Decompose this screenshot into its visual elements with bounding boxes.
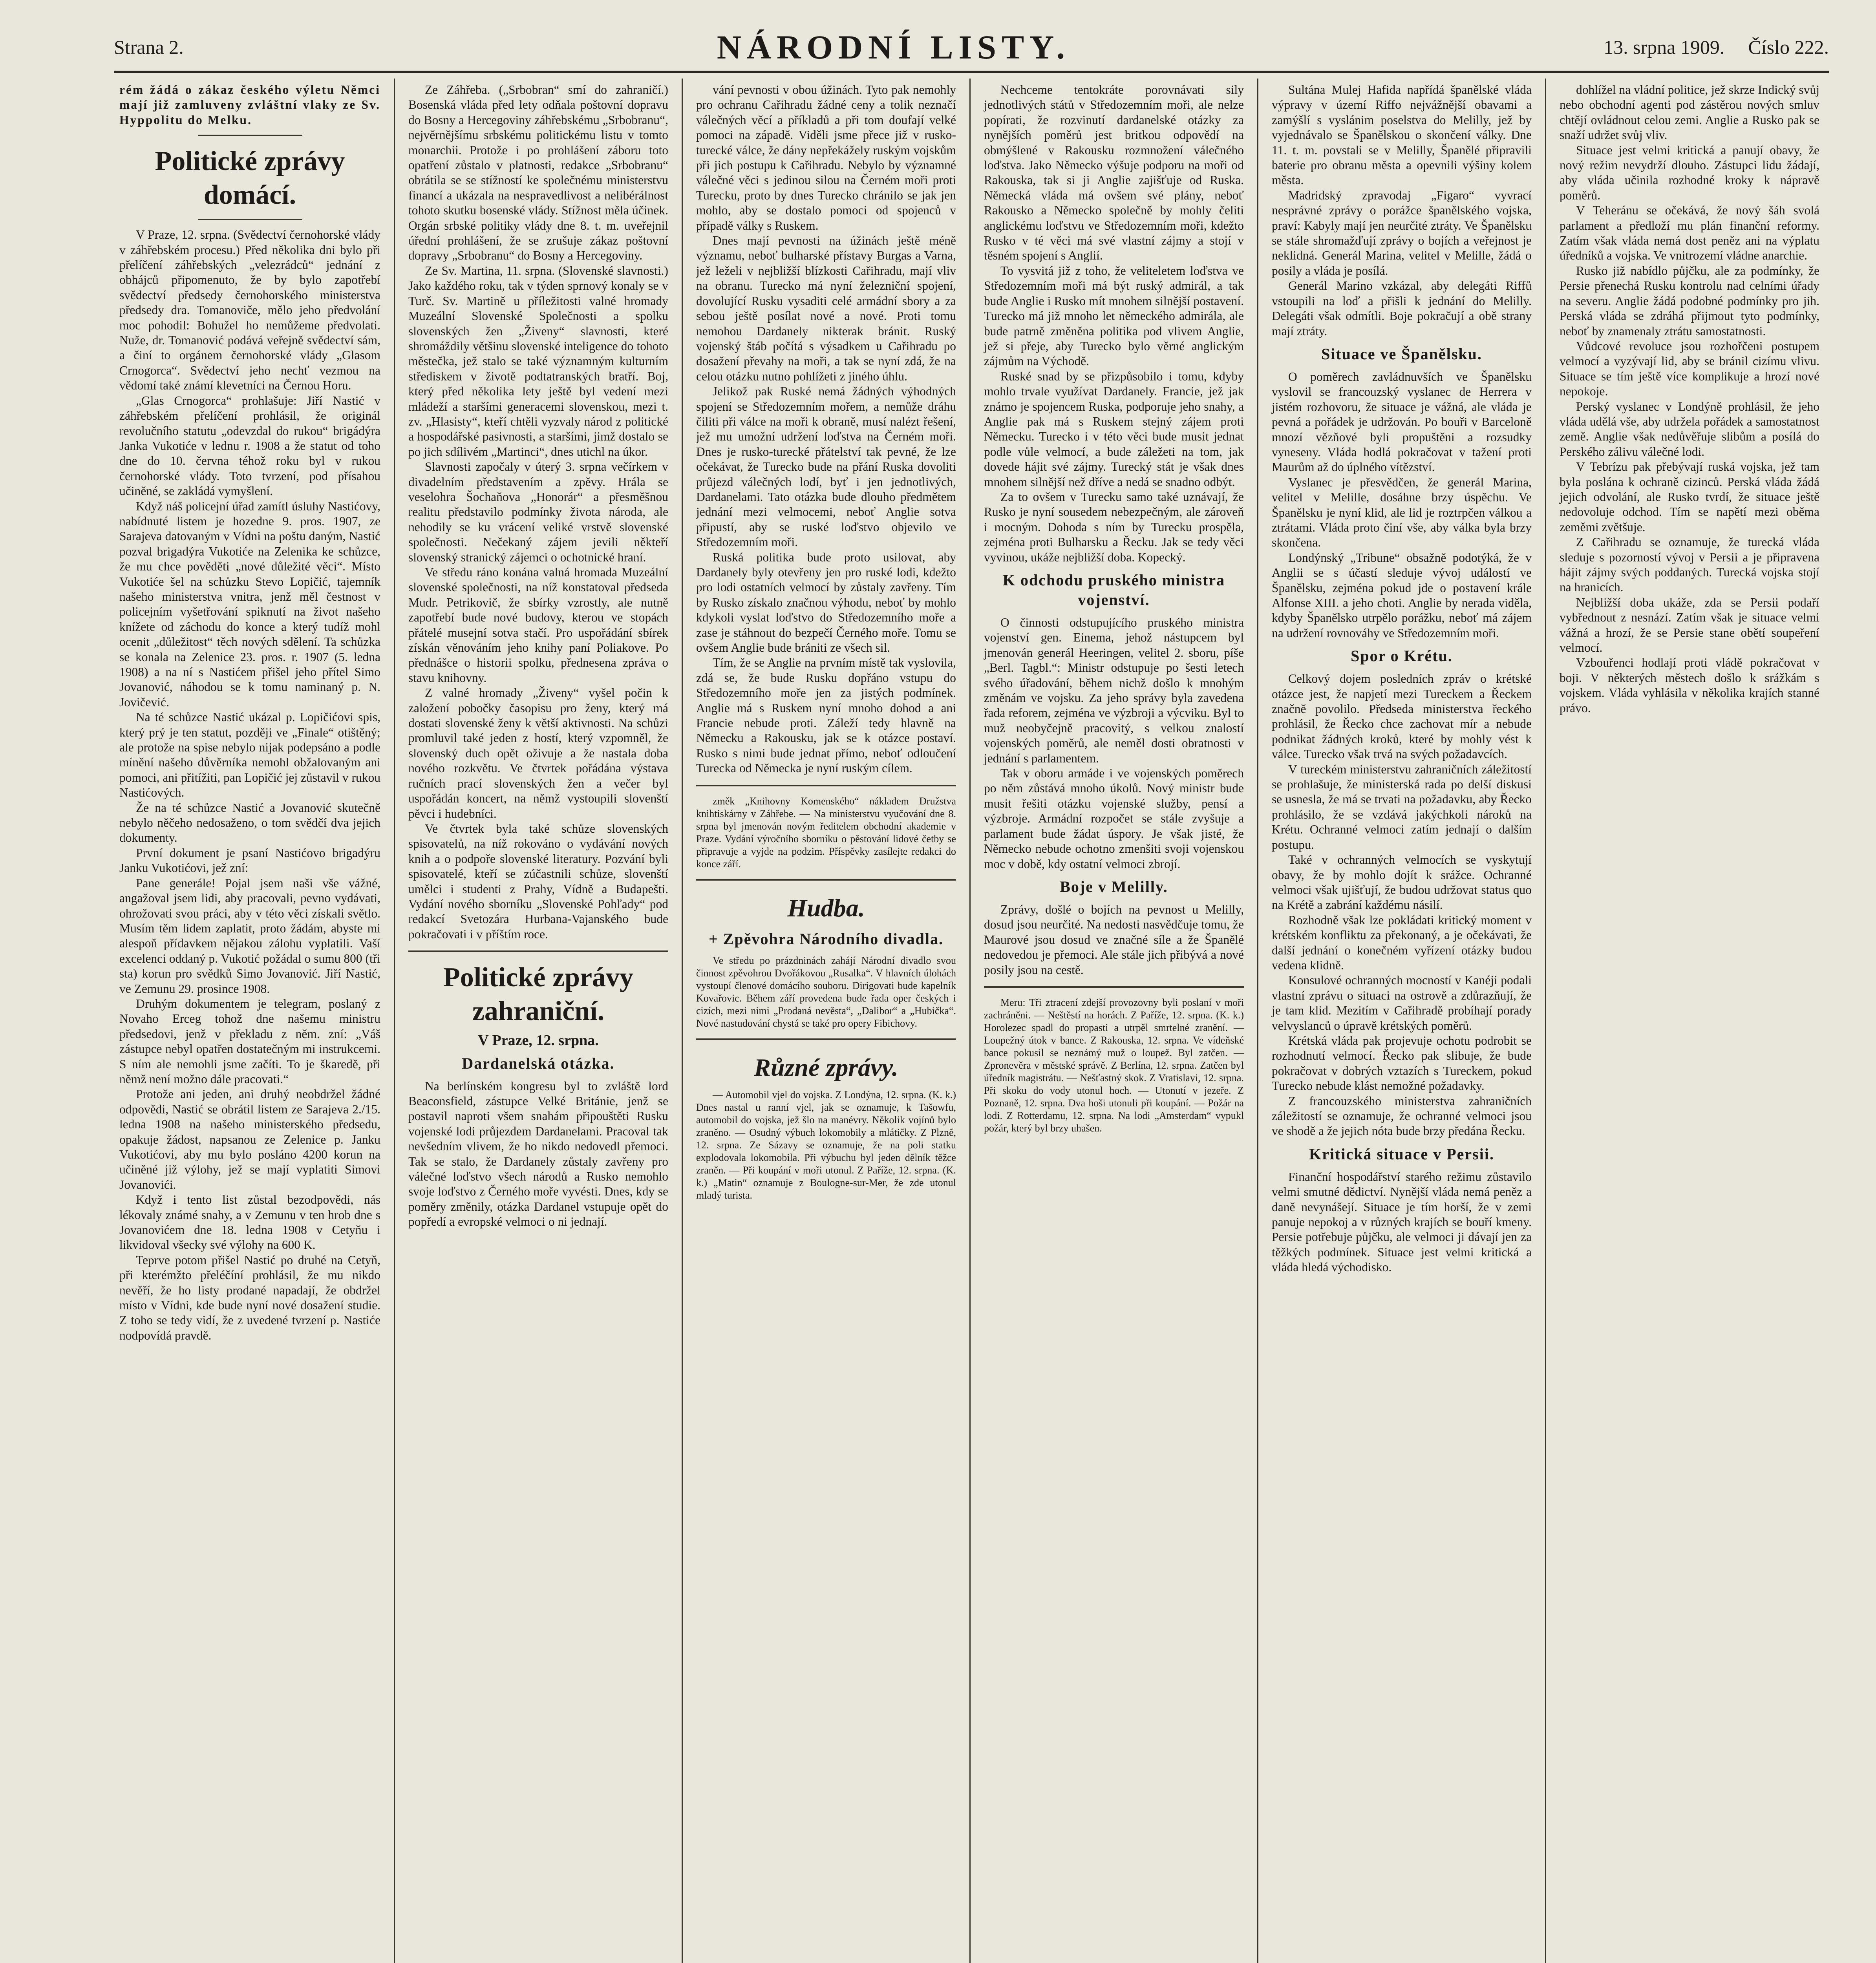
article-paragraph: „Glas Crnogorca“ prohlašuje: Jiří Nastić v záhřebském přelíčení prohlásil, že originál revolučního statutu „odevzdal do rukou“ brigádýra Janka Vukotiće v lednu r. 1908 a že statut od toho dne do 10. června téhož roku byl v rukou černohorské vlády. Toto tvrzení, pod přísahou učiněné, se zakládá vymyšlení. xyxy=(119,393,380,498)
divider xyxy=(696,1038,956,1040)
issue-date: 13. srpna 1909. xyxy=(1604,36,1725,58)
column-grid xyxy=(106,79,1833,1963)
divider xyxy=(696,879,956,881)
article-paragraph: Z Cařihradu se oznamuje, že turecká vláda sleduje s pozorností vývoj v Persii a je připravena hájit zájmy svých poddaných. Turecká vojska stojí na hranicích. xyxy=(1560,535,1819,594)
article-paragraph: — Automobil vjel do vojska. Z Londýna, 12. srpna. (K. k.) Dnes nastal u ranní vjel, jak se oznamuje, k Tašowfu, automobil do vojska, jež šlo na manévry. Několik vojínů bylo zraněno. — Osudný výbuch lokomobily a mlátičky. Z Plzně, 12. srpna. Ze Sázavy se oznamuje, že na poli statku explodovala lokomobila. Při výbuchu byl jeden dělník těžce zraněn. — Při koupání v moři utonul. Z Paříže, 12. srpna. (K. k.) „Matin“ oznamuje z Boulogne-sur-Mer, že zde utonul mladý turista. xyxy=(696,1089,956,1201)
article-paragraph: dohlížel na vládní politice, jež skrze Indický svůj nebo obchodní agenti pod zástěrou nových smluv chtějí ovládnout celou zemi. Anglie a Rusko pak se snaží udržet svůj vliv. xyxy=(1560,83,1819,142)
article-subheading: Boje v Melilly. xyxy=(1060,877,1168,896)
article-paragraph: Madridský zpravodaj „Figaro“ vyvrací nesprávné zprávy o porážce španělského vojska, praví: Kabyly mají jen neurčité ztráty. Ve Španělsku se stále shromažďují zprávy o bojích a veřejnost je neklidná. Generál Marina, velitel v Melille, žádá o posily a vláda je posílá. xyxy=(1272,188,1532,278)
article-subheading: Kritická situace v Persii. xyxy=(1309,1145,1494,1163)
divider xyxy=(198,219,302,220)
article-paragraph: Situace jest velmi kritická a panují obavy, že nový režim nevydrží dlouho. Zástupci lidu žádají, aby vláda učinila rozhodné kroky k nápravě poměrů. xyxy=(1560,143,1819,202)
article-paragraph: Když i tento list zůstal bezodpovědi, nás lékovaly známé snahy, a v Zemunu v ten hrob dne s Jovanovićem dne 18. ledna 1908 v Cetyňu i likvidoval všecky své výlohy na 600 K. xyxy=(119,1193,380,1252)
divider xyxy=(696,785,956,786)
article-paragraph: O poměrech zavládnuvších ve Španělsku vyslovil se francouzský vyslanec de Herrera v jistém rozhovoru, že situace je vážná, ale vláda je pevná a pořádek je udržován. Po bouři v Barceloně mnozí vězňové byli propuštěni a rozsudky vyneseny. Vláda hodlá pokračovat v tažení proti Maurům až do úplného vítězství. xyxy=(1272,369,1532,474)
page-number: Strana 2. xyxy=(114,36,184,58)
article-paragraph: Konsulové ochranných mocností v Kanéji podali vlastní zprávu o situaci na ostrově a zdůrazňují, že je tam klid. Mezitím v Cařihradě probíhají porady velvyslanců o úpravě krétských poměrů. xyxy=(1272,973,1532,1033)
article-paragraph: Protože ani jeden, ani druhý neobdržel žádné odpovědi, Nastić se obrátil listem ze Sarajeva 2./15. ledna 1908 na našeho ministerského předsedu, opakuje žádost, napsanou ze Zelenice p. Janku Vukotićovi, aby mu bylo posláno 4200 korun na učiněné již výlohy, jež se mají vyplatiti Simovi Jovanovići. xyxy=(119,1087,380,1192)
column-5 xyxy=(1257,79,1545,1963)
article-subheading: Dardanelská otázka. xyxy=(462,1054,615,1072)
article-paragraph: Finanční hospodářství starého režimu zůstavilo velmi smutné dědictví. Nynější vláda nemá peněz a daně nevynášejí. Situace je tím horší, že v zemi panuje nepokoj a v různých krajích se bouří kmeny. Persie potřebuje půjčku, ale velmoci ji dávají jen za těžkých podmínek. Situace jest velmi kritická a vláda hledá východisko. xyxy=(1272,1170,1532,1274)
article-paragraph: Když náš policejní úřad zamítl úsluhy Nastićovy, nabídnuté listem je hozedne 9. pros. 1907, ze Sarajeva datovaným v Vídni na poštu daným, Nastić pozval brigadýra Vukotiće na Zelenika ke schůzce, že mu chce pověděti „nové důležité věci“. Místo Vukotiće šel na schůzku Stevo Lopičić, tajemník našeho ministerstva vnitra, jenž měl čestnost v policejním vyšetřování spiknutí na život našeho knížete od záchodu do konce a který tudíž mohl ocenit „důležitost“ těch nových sdělení. Ta schůzka se konala na Zelenice 23. pros. r. 1907 (5. ledna 1908) a na ní s Nastićem přišel jeho přítel Simo Jovanović, náhodou se k tomu naminaný p. N. Jovičević. xyxy=(119,499,380,709)
article-subheading: Spor o Krétu. xyxy=(1351,647,1453,665)
article-paragraph: Londýnský „Tribune“ obsažně podotýká, že v Anglii se s účastí sleduje vývoj událostí ve Španělsku, zejména pokud jde o postavení krále Alfonse XIII. a jeho choti. Anglie by nerada viděla, kdyby Španělsko utrpělo porážku, neboť má zájem na udržení rovnováhy ve Středozemním moři. xyxy=(1272,550,1532,640)
article-paragraph: Také v ochranných velmocích se vyskytují obavy, že by mohlo dojít k srážce. Ochranné velmoci však ujišťují, že budou udržovat status quo na Krétě a zabrání každému násilí. xyxy=(1272,853,1532,912)
article-paragraph: Ze Sv. Martina, 11. srpna. (Slovenské slavnosti.) Jako každého roku, tak v týden sprnový konaly se v Turč. Sv. Martině u příležitosti valné hromady Muzeální Slovenské Společnosti a spolku slovenských žen „Živeny“ slavnosti, které shromáždily většinu slovenské inteligence do tohoto městečka, jež stalo se také významným kulturním střediskem v životě podtatranských bratří. Boj, který před několika lety ještě byl vedení mezi mládeží a staršími generacemi slovenskou, mezi t. zv. „Hlasisty“, kteří chtěli vyzvaly národ z politické a hospodářské pasivnosti, a staršími, jimž dostalo se po jich sdílivém „Martinci“, dnes utichl na úkor. xyxy=(408,263,668,459)
article-paragraph: Ruská politika bude proto usilovat, aby Dardanely byly otevřeny jen pro ruské lodi, kdežto pro lodi ostatních velmocí by zůstaly zavřeny. Tím by Rusko získalo značnou výhodu, neboť by mohlo kdykoli vyslat loďstvo do Středozemního moře a zase je stáhnout do bezpečí Černého moře. Tomu se ovšem Anglie bude brániti ze všech sil. xyxy=(696,550,956,655)
article-paragraph: Vůdcové revoluce jsou rozhořčeni postupem velmocí a vyzývají lid, aby se bránil cizímu vlivu. Situace se tím ještě více komplikuje a hrozí nové nepokoje. xyxy=(1560,339,1819,398)
article-paragraph: Jelikož pak Ruské nemá žádných výhodných spojení se Středozemním mořem, a nemůže dráhu čiliti při válce na moři k obraně, musí nalézt řešení, jež mu umožní udržení loďstva na Černém moři. Dnes je rusko-turecké přátelství tak pevné, že lze očekávat, že Turecko bude na přání Ruska dovoliti průjezd válečných lodí, byť i jen jednotlivých, Dardanelami. Tato otázka bude dlouho předmětem jednání mezi velmocemi, neboť Anglie sotva připustí, aby se ruské loďstvo objevilo ve Středozemním moři. xyxy=(696,384,956,549)
article-paragraph: V Tebrízu pak přebývají ruská vojska, jež tam byla poslána k ochraně cizinců. Perská vláda žádá jejich odvolání, ale Rusko tvrdí, že situace ještě nedovoluje odchod. Tím se napětí mezi oběma zeměmi zvětšuje. xyxy=(1560,460,1819,534)
section-headline-domestic: Politické zprávy domácí. xyxy=(155,146,345,210)
article-paragraph: Rozhodně však lze pokládati kritický moment v krétském konfliktu za překonaný, a je očekávati, že další jednání o konečném vyřízení otázky budou vedena klidně. xyxy=(1272,913,1532,972)
article-subheading: K odchodu pruského ministra vojenství. xyxy=(1002,571,1225,609)
article-paragraph: Ve čtvrtek byla také schůze slovenských spisovatelů, na níž rokováno o vydávání nových knih a o podpoře slovenské literatury. Pozvání byli spisovatelé, kteří se zúčastnili schůze, slovenští umělci i studenti z Prahy, Vídně a Budapešti. Vydání nového sborníku „Slovenské Pohľady“ pod redakcí Svetozára Hurbana-Vajanského bude pokračovati i v příštím roce. xyxy=(408,821,668,941)
column-4 xyxy=(969,79,1257,1963)
article-paragraph: Vzbouřenci hodlají proti vládě pokračovat v boji. V některých městech došlo k srážkám s vojskem. Vláda vyhlásila v několika krajích stanné právo. xyxy=(1560,656,1819,715)
article-paragraph: Na té schůzce Nastić ukázal p. Lopičićovi spis, který prý je ten statut, později ve „Finale“ otištěný; ale protože na spise nebylo nijak podepsáno a podle mínění našeho důvěrníka nemohl obžalovaným ani pomoci, ani přitížiti, pan Lopičić jej zůstavil v rukou Nastićových. xyxy=(119,710,380,800)
section-headline-foreign: Politické zprávy zahraniční. xyxy=(443,962,634,1027)
article-paragraph: Nechceme tentokráte porovnávati sily jednotlivých států v Středozemním moři, ale nelze popírati, že rozvinutí dardanelské otázky za nynějších poměrů jest britkou odpovědí na obmýšlené v Rakousku rozmnožení válečného loďstva. Jako Německo výšuje podporu na moři od Rakouska, tak si ji Anglie zajišťuje od Ruska. Německá vláda má ovšem své plány, neboť Rakousko a Německo společně by mohly čeliti anglickému loďstvu ve Středozemním moři, kdežto Rusko v té věci má své vlastní zájmy a stojí v těsném spojení s Anglií. xyxy=(984,83,1244,263)
article-paragraph: Z francouzského ministerstva zahraničních záležitostí se oznamuje, že ochranné velmoci jsou ve shodě a že jejich nóta bude brzy předána Řecku. xyxy=(1272,1094,1532,1138)
article-subheading: + Zpěvohra Národního divadla. xyxy=(709,930,943,948)
article-paragraph: Pane generále! Pojal jsem naši vše vážné, angažoval jsem lidi, aby pracovali, pevno vydávati, ohrožovati svou práci, aby v této věci získali světlo. Musím těm lidem zaplatit, proto žádám, abyste mi alespoň přídavkem nějakou zálohu vyplatili. Vaší excelenci oddaný p. Vukotić požádal o sumu 800 (tři sta) korun pro svědků Simo Jovanović. Jiří Nastić, ve Zemunu 29. prosince 1908. xyxy=(119,876,380,996)
article-paragraph: Meru: Tři ztracení zdejší provozovny byli poslaní v moři zachráněni. — Neštěstí na horách. Z Paříže, 12. srpna. (K. k.) Horolezec spadl do propasti a utrpěl smrtelné zranění. — Loupežný útok v bance. Z Rakouska, 12. srpna. Ve vídeňské bance pokusil se neznámý muž o loupež. Byl zatčen. — Zpronevěra v městské správě. Z Berlína, 12. srpna. Zatčen byl úředník magistrátu. — Nešťastný skok. Z Vratislavi, 12. srpna. Při skoku do vody utonul hoch. — Utonutí v jezeře. Z Poznaně, 12. srpna. Dva hoši utonuli při koupání. — Požár na lodi. Z Rotterdamu, 12. srpna. Na lodi „Amsterdam“ vypukl požár, který byl brzy uhašen. xyxy=(984,996,1244,1134)
column-3 xyxy=(682,79,969,1963)
article-paragraph: Krétská vláda pak projevuje ochotu podrobit se rozhodnutí velmocí. Řecko pak slibuje, že bude pokračovat v dobrých vztazích s Tureckem, pokud Turecko nebude klást nemožné požadavky. xyxy=(1272,1033,1532,1093)
article-paragraph: Dnes mají pevnosti na úžinách ještě méně významu, neboť bulharské přístavy Burgas a Varna, jež leželi v nejbližší blízkosti Cařihradu, mají vliv na obranu. Turecko má nyní železniční spojení, dovolující Rusku vysaditi celé armádní sbory a za sebou ještě posílat nové a nové. Proti tomu nemohou Dardanely nikterak bránit. Ruský vojenský štáb počítá s výsadkem u Cařihradu po dosažení převahy na moři, a tak se nyní zdá, že na celou otázku nutno pohlížeti z jiného úhlu. xyxy=(696,234,956,383)
article-paragraph: Vyslanec je přesvědčen, že generál Marina, velitel v Melille, dosáhne brzy úspěchu. Ve Španělsku je nyní klid, ale lid je roztrpčen válkou a ztrátami. Vláda proto činí vše, aby válka byla brzy skončena. xyxy=(1272,475,1532,550)
column-6 xyxy=(1545,79,1833,1963)
article-paragraph: V Teheránu se očekává, že nový šáh svolá parlament a předloží mu plán finanční reformy. Zatím však vláda nemá dost peněz ani na výplatu úředníků a vojska. Ve vnitrozemí vládne anarchie. xyxy=(1560,203,1819,263)
article-subheading: Situace ve Španělsku. xyxy=(1321,345,1482,363)
article-paragraph: Že na té schůzce Nastić a Jovanović skutečně nebylo něčeho nedosaženo, o tom svědčí dva jejich dokumenty. xyxy=(119,801,380,845)
page-header xyxy=(114,24,1829,73)
article-paragraph: Za to ovšem v Turecku samo také uznávají, že Rusko je nyní sousedem nebezpečným, ale zároveň i mocným. Dohoda s ním by Turecku prospěla, zejména proti Bulharsku a Řecku. Jak se tedy věci vyvinou, ukáže nejbližší doba. Kopecký. xyxy=(984,490,1244,564)
article-paragraph: Rusko již nabídlo půjčku, ale za podmínky, že Persie přenechá Rusku kontrolu nad celními úřady na severu. Anglie žádá podobné podmínky pro jih. Perská vláda se zdráhá přijmout tyto podmínky, neboť by znamenaly ztrátu samostatnosti. xyxy=(1560,263,1819,338)
article-paragraph: Perský vyslanec v Londýně prohlásil, že jeho vláda udělá vše, aby udržela pořádek a samostatnost země. Anglie však nedůvěřuje slibům a posílá do Perského zálivu válečné lodi. xyxy=(1560,399,1819,459)
dateline: V Praze, 12. srpna. xyxy=(478,1032,599,1049)
article-paragraph: O činnosti odstupujícího pruského ministra vojenství gen. Einema, jehož nástupcem byl jmenován generál Heeringen, velitel 2. sboru, píše „Berl. Tagbl.“: Ministr odstupuje po šesti letech svého úřadování, během nichž došlo k mnohým změnám ve vojsku. Za jeho správy byla zavedena řada reforem, zejména ve výzbroji a výcviku. Byl to muž neobyčejně pracovitý, s velkou znalostí vojenských poměrů, ale neměl dosti obratnosti v jednání s parlamentem. xyxy=(984,616,1244,765)
article-paragraph: Ruské snad by se přizpůsobilo i tomu, kdyby mohlo trvale využívat Dardanely. Francie, jež jak známo je spojencem Ruska, podporuje jeho snahy, a Anglie pak má s Ruskem stejný zájem proti Německu. Turecko i v této věci bude musit jednat podle vůle velmocí, a bude záležeti na tom, jak dovede hájit své zájmy. Turecký stát je však dnes mnohem silnější než dříve a nedá se snadno odbýt. xyxy=(984,369,1244,489)
issue-number: Číslo 222. xyxy=(1748,36,1829,58)
article-paragraph: Ve středu po prázdninách zahájí Národní divadlo svou činnost zpěvohrou Dvořákovou „Rusalka“. V hlavních úlohách vystoupí členové domácího souboru. Dirigovati bude kapelník Kovařovic. Během září provedena bude řada oper českých i cizích, mezi nimi „Prodaná nevěsta“, „Dalibor“ a „Hubička“. Nové nastudování chystá se také pro opery Fibichovy. xyxy=(696,954,956,1029)
article-paragraph: Celkový dojem posledních zpráv o krétské otázce jest, že napjetí mezi Tureckem a Řeckem značně povolilo. Předseda ministerstva řeckého prohlásil, že Řecko chce zachovat mír a nebude podnikat žádných kroků, které by mohly vést k válce. Turecko však trvá na svých požadavcích. xyxy=(1272,672,1532,761)
divider xyxy=(408,950,668,952)
article-paragraph: Sultána Mulej Hafida napřídá španělské vláda výpravy v území Riffo nejvážnější obavami a zamýšlí s vyslánim poselstva do Melilly, jež by vyjednávalo se Španělskou o skončení války. Dne 11. t. m. povstali se v Melilly, Španělé připravili baterie pro obranu města a opevnili výšiny kolem města. xyxy=(1272,83,1532,187)
column-2 xyxy=(394,79,682,1963)
section-headline-music: Hudba. xyxy=(787,894,865,922)
article-paragraph: Generál Marino vzkázal, aby delegáti Riffů vstoupili na loď a přišli k jednání do Melilly. Delegáti však odmítli. Boje pokračují a obě strany mají ztráty. xyxy=(1272,279,1532,338)
column-1 xyxy=(106,79,394,1963)
article-paragraph: vání pevnosti v obou úžinách. Tyto pak nemohly pro ochranu Cařihradu žádné ceny a tolik neznačí válečných věcí a příkladů a při tom doufají velké pomoci na západě. Viděli jsme přece již v rusko-turecké válce, že dány nepřekážely ruským vojskům při jich postupu k Cařihradu. Nebylo by významné válečné věci s jedinou silou na Černém moři proti Turecku, proto by dnes Turecko chránilo se jak jen mohlo, aby se dostalo pomoci od spojenců v případě války s Ruskem. xyxy=(696,83,956,232)
article-paragraph: Teprve potom přišel Nastić po druhé na Cetyň, při kterémžto přeléčíní prohlásil, že mu nikdo nevěří, že ho listy prodané napadají, že obdržel místo v Vídni, kde bude nyní nové dosažení studie. Z toho se tedy vidí, že z uvedené tvrzení p. Nastiće nodpovídá pravdě. xyxy=(119,1253,380,1342)
article-paragraph: První dokument je psaní Nastićovo brigadýru Janku Vukotićovi, jež zní: xyxy=(119,846,380,875)
masthead-title: NÁRODNÍ LISTY. xyxy=(717,28,1070,66)
article-paragraph: Tím, že se Anglie na prvním místě tak vyslovila, zdá se, že bude Rusku dopřáno vstupu do Středozemního moře jen za jistých podmínek. Anglie má s Ruskem nyní mnoho dohod a ani Francie nebude proti. Záleží tedy hlavně na Německu a Rakousku, jak se k otázce postaví. Rusko s nimi bude jednat přímo, neboť odloučení Turecka od Německa je nyní ruským cílem. xyxy=(696,656,956,775)
divider xyxy=(984,986,1244,988)
article-paragraph: To vysvitá již z toho, že veliteletem loďstva ve Středozemním moři má být ruský admirál, a tak bude Anglie i Rusko mít mnohem silnější postavení. Turecko má již mnoho let německého admirála, ale bude patrně změněna politika pod vlivem Anglie, jež si přeje, aby Turecko bylo věrné anglickým zájmům na Východě. xyxy=(984,263,1244,368)
section-headline-misc: Různé zprávy. xyxy=(754,1053,898,1081)
lead-paragraph: rém žádá o zákaz českého výletu Němci mají již zamluveny zvláštní vlaky ze Sv. Hyppolitu do Melku. xyxy=(119,83,380,127)
article-paragraph: V tureckém ministerstvu zahraničních záležitostí se prohlašuje, že ministerská rada po delší diskusi se usnesla, že má se trvati na požadavku, aby Řecko prohlásilo, že se vzdává jakýchkoli nároků na Krétu. Ochranné velmoci zatím jednají o dalším postupu. xyxy=(1272,762,1532,852)
article-paragraph: Na berlínském kongresu byl to zvláště lord Beaconsfield, zástupce Velké Británie, jenž se postavil naproti všem snahám připouštěti Rusku vojenské lodi průjezdem Dardanelami. Pracoval tak nevšedním vlivem, že ho nikdo nedovedl přemoci. Tak se stalo, že Dardanely zůstaly zavřeny pro válečné loďstvo všech národů a Rusko nemohlo svoje loďstvo z Černého moře vyvésti. Dnes, kdy se poměry změnily, otázka Dardanel vstupuje opět do popředí a evropské velmoci o ni jednají. xyxy=(408,1079,668,1229)
divider xyxy=(198,135,302,136)
article-paragraph: Slavnosti započaly v úterý 3. srpna večírkem v divadelním představením a zpěvy. Hrála se veselohra Šochaňova „Honorár“ a přesměšnou realitu představilo podmínky života národa, ale nehodily se ku vrácení veliké vrstvě slovenské společnosti. Nečekaný zájem jevili někteří slovenský stranický zájemci o ochotnické hraní. xyxy=(408,460,668,564)
article-paragraph: Ze Záhřeba. („Srbobran“ smí do zahraničí.) Bosenská vláda před lety odňala poštovní dopravu do Bosny a Hercegoviny záhřebskému „Srbobranu“, nejvěrnějšímu srbskému politickému listu v tomto monarchii. Protože i po prohlášení záboru toto opatření zůstalo v platnosti, redakce „Srbobranu“ obrátila se se stížností ke společnému ministerstvu financí a ukázala na nespravedlivost a nelibérálnost tohoto skutku bosenské vlády. Stížnost měla účinek. Orgán srbské politiky vlády dne 8. t. m. uveřejnil úřední prohlášení, že se zrušuje zákaz poštovní dopravy „Srbobranu“ do Bosny a Hercegoviny. xyxy=(408,83,668,263)
article-paragraph: V Praze, 12. srpna. (Svědectví černohorské vlády v záhřebském procesu.) Před několika dni bylo při přelíčení záhřebských „velezrádců“ jednání z obhájců připomenuto, že by bylo zapotřebí svědectví předsedy černohorského ministerstva předsedy dra. Tomanoviče, mělo jeho předvolání moc pohodil: Bohužel ho nemůžeme předvolati. Nuže, dr. Tomanović podává veřejně svědectví sám, a činí to orgánem černohorské vlády „Glasom Crnogorca“. Svědectví jeho nechť vezmou na vědomí také známí klevetníci na Černou Horu. xyxy=(119,228,380,393)
article-paragraph: Z valné hromady „Živeny“ vyšel počin k založení pobočky časopisu pro ženy, který má dostati slovenské ženy k větší aktivnosti. Na schůzi promluvil také jeden z hostí, který vzpomněl, že slovenský duch opět oživuje a že nastala doba nového rozkvětu. Ve čtvrtek pořádána výstava ručních prací slovenských žen a večer byl uspořádán koncert, na němž vystoupili slovenští pěvci i hudebníci. xyxy=(408,686,668,821)
article-paragraph: změk „Knihovny Komenského“ nákladem Družstva knihtiskárny v Záhřebe. — Na ministerstvu vyučování dne 8. srpna byl jmenován novým ředitelem obchodní akademie v Praze. Vydání výročního sborníku o pěstování lidové četby se připravuje a vyjde na podzim. Příspěvky zasílejte redakci do konce září. xyxy=(696,795,956,870)
header-meta xyxy=(1604,36,1829,58)
article-paragraph: Tak v oboru armáde i ve vojenských poměrech po něm zůstává mnoho úkolů. Nový ministr bude musit řešiti otázku vojenské služby, pensí a výzbroje. Armádní rozpočet se stále zvyšuje a parlament bude žádat úspory. Je však jisté, že Německo nebude ochotno zmenšiti svoji vojenskou moc v době, kdy ostatní velmoci zbrojí. xyxy=(984,766,1244,871)
article-paragraph: Zprávy, došlé o bojích na pevnost u Melilly, dosud jsou neurčité. Na nedosti nasvědčuje tomu, že Maurové jsou dosud ve značné síle a že Španělé nedovedou je přemoci. Ale stále jich přibývá a nové posily jsou na cestě. xyxy=(984,902,1244,977)
article-paragraph: Nejbližší doba ukáže, zda se Persii podaří vybřednout z nesnází. Zatím však je situace velmi vážná a hrozí, že se Persie stane obětí soupeření velmocí. xyxy=(1560,595,1819,655)
article-paragraph: Ve středu ráno konána valná hromada Muzeální slovenské společnosti, na níž konstatoval předseda Mudr. Petrikovič, že sbírky vzrostly, ale nutně zapotřebí bude nové budovy, kterou ve stopách přátelé musejní sotva stačí. Pro uspořádání sbírek získán věnováním jeho knihy paní Poliakove. Po přednášce o historii spolku, přednesena zpráva o stavu knihovny. xyxy=(408,565,668,685)
article-paragraph: Druhým dokumentem je telegram, poslaný z Novaho Erceg tohož dne našemu ministru předsedovi, jenž v překladu z něm. zní: „Váš zástupce nebyl opatřen dostatečným mi instrukcemi. S ním ale nemohli jsme začíti. To je škaredě, při němž není možno dále pracovati.“ xyxy=(119,996,380,1086)
